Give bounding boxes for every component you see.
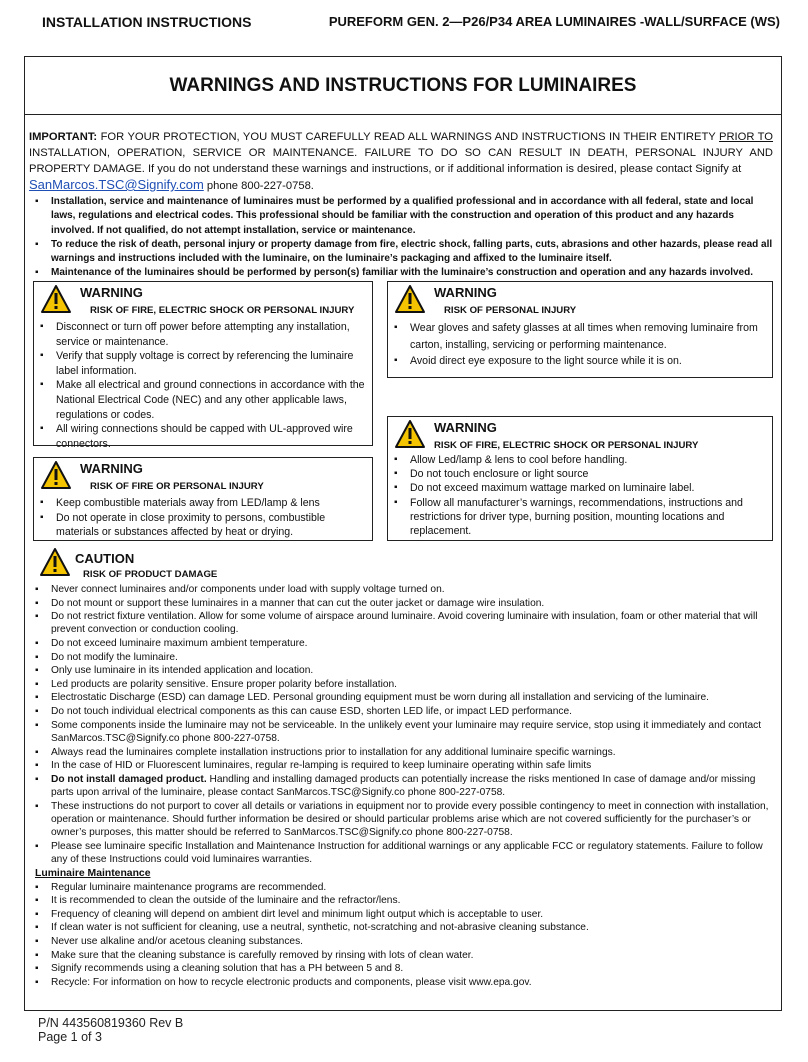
important-paragraph (29, 129, 773, 194)
list-item: ▪ Do not touch enclosure or light source (388, 467, 766, 481)
list-item: ▪ Verify that supply voltage is correct by referencing the luminaire label information. (34, 349, 366, 378)
damaged-product-text: Handling and installing damaged products can potentially increase the risks mentioned In case of damage and/or missing parts upon arrival of the luminaire, please contact SanMarcos.TSC@Signify.co phone 800-227-0758. (51, 773, 756, 799)
caution-section (29, 583, 775, 989)
list-item: ▪ Disconnect or turn off power before attempting any installation, service or maintenance. (34, 320, 366, 349)
list-item: ▪ Follow all manufacturer’s warnings, recommendations, instructions and restrictions for driver type, burning position, mounting locations and replacement. (388, 496, 766, 539)
warning-subheading: RISK OF FIRE, ELECTRIC SHOCK OR PERSONAL INJURY (90, 305, 355, 316)
warning-list (388, 453, 772, 538)
caution-subheading: RISK OF PRODUCT DAMAGE (83, 569, 218, 580)
list-item: ▪ These instructions do not purport to cover all details or variations in equipment nor to provide every possible contingency to meet in connection with installation, operation or maintenance. Should further information be desired or should particular problems arise which are not covered sufficiently for the purchaser’s or owner’s purposes, this matter should be referred to SanMarcos.TSC@Signify.co phone 800-227-0758. (29, 800, 775, 840)
warning-heading: WARNING (80, 461, 143, 476)
list-item: ▪ Signify recommends using a cleaning solution that has a PH between 5 and 8. (29, 962, 775, 975)
list-item: ▪ Never use alkaline and/or acetous cleaning substances. (29, 935, 775, 948)
important-text-a: FOR YOUR PROTECTION, YOU MUST CAREFULLY READ ALL WARNINGS AND INSTRUCTIONS IN THEIR ENTIRETY (97, 131, 719, 143)
page-number: Page 1 of 3 (38, 1030, 102, 1044)
warning-triangle-icon (40, 284, 72, 314)
list-item: ▪ Avoid direct eye exposure to the light source while it is on. (388, 353, 766, 370)
list-item: ▪ Electrostatic Discharge (ESD) can damage LED. Personal grounding equipment must be worn during all installation and servicing of the luminaire. (29, 691, 775, 704)
warning-box-fire-shock-2 (387, 416, 773, 541)
important-bullets (29, 195, 773, 281)
important-text-b: INSTALLATION, OPERATION, SERVICE OR MAINTENANCE. FAILURE TO DO SO CAN RESULT IN DEATH, PERSONAL INJURY AND PROPERTY DAMAGE. If you do not understand these warnings and instructions, or if additional information is desired, please contact Signify at (29, 147, 773, 175)
list-item: ▪ Make all electrical and ground connections in accordance with the National Electrical Code (NEC) and any other applicable laws, regulations or codes. (34, 378, 366, 422)
header-right: PUREFORM GEN. 2—P26/P34 AREA LUMINAIRES -WALL/SURFACE (WS) (328, 14, 780, 29)
list-item: ▪ All wiring connections should be capped with UL-approved wire connectors. (34, 422, 366, 451)
list-item: ▪ Do not mount or support these luminaires in a manner that can cut the outer jacket or damage wire insulation. (29, 597, 775, 610)
list-item: ▪ To reduce the risk of death, personal injury or property damage from fire, electric shock, falling parts, cuts, abrasions and other hazards, please read all warnings and instructions included with the luminaire, on the luminaire’s packaging and affixed to the luminaire itself. (29, 238, 773, 267)
warning-heading: WARNING (434, 285, 497, 300)
list-item: ▪ Do not restrict fixture ventilation. Allow for some volume of airspace around luminaire. Avoid covering luminaire with insulation, foam or other material that will prevent convection or conduction cooling. (29, 610, 775, 637)
list-item: ▪ Maintenance of the luminaires should be performed by person(s) familiar with the luminaire’s construction and operation and any hazards involved. (29, 266, 773, 280)
warning-list (34, 496, 372, 540)
caution-header (39, 547, 339, 585)
header-left: INSTALLATION INSTRUCTIONS (42, 14, 252, 30)
warning-box-fire-shock (33, 281, 373, 450)
page-title: WARNINGS AND INSTRUCTIONS FOR LUMINAIRES (25, 57, 781, 115)
list-item: ▪ Allow Led/lamp & lens to cool before handling. (388, 453, 766, 467)
list-item: ▪ Led products are polarity sensitive. Ensure proper polarity before installation. (29, 678, 775, 691)
list-item: ▪ Do not touch individual electrical components as this can cause ESD, shorten LED life, or impact LED performance. (29, 705, 775, 718)
content-frame (24, 56, 782, 1011)
warning-heading: WARNING (80, 285, 143, 300)
maintenance-list (29, 881, 775, 989)
warning-box-fire (33, 457, 373, 541)
list-item: ▪ In the case of HID or Fluorescent luminaires, regular re-lamping is required to keep luminaire operating within safe limits (29, 759, 775, 772)
warning-list (388, 320, 772, 370)
warning-subheading: RISK OF PERSONAL INJURY (444, 305, 577, 316)
list-item: ▪ Frequency of cleaning will depend on ambient dirt level and minimum light output which is acceptable to user. (29, 908, 775, 921)
warning-triangle-icon (394, 419, 426, 449)
list-item: ▪ Do not exceed luminaire maximum ambient temperature. (29, 637, 775, 650)
warning-subheading: RISK OF FIRE, ELECTRIC SHOCK OR PERSONAL INJURY (434, 440, 699, 451)
list-item: ▪ Only use luminaire in its intended application and location. (29, 664, 775, 677)
list-item: ▪ It is recommended to clean the outside of the luminaire and the refractor/lens. (29, 894, 775, 907)
warning-subheading: RISK OF FIRE OR PERSONAL INJURY (90, 481, 264, 492)
list-item: ▪ Some components inside the luminaire may not be serviceable. In the unlikely event your luminaire may require service, stop using it immediately and contact SanMarcos.TSC@Signify.co phone 800-227-0758. (29, 719, 775, 746)
caution-triangle-icon (39, 547, 71, 577)
list-item: ▪ Do not operate in close proximity to persons, combustible materials or substances affected by heat or drying. (34, 511, 366, 540)
caution-list (29, 583, 775, 866)
part-number: P/N 443560819360 Rev B (38, 1016, 184, 1030)
list-item: ▪ Recycle: For information on how to recycle electronic products and components, please visit www.epa.gov. (29, 976, 775, 989)
damaged-product-bold: Do not install damaged product. (51, 773, 207, 785)
list-item: ▪ Keep combustible materials away from LED/lamp & lens (34, 496, 366, 511)
list-item: ▪ Do not modify the luminaire. (29, 651, 775, 664)
contact-phone: phone 800-227-0758. (203, 180, 314, 192)
important-label: IMPORTANT: (29, 131, 98, 143)
warning-heading: WARNING (434, 420, 497, 435)
list-item: ▪ Make sure that the cleaning substance is carefully removed by rinsing with lots of clean water. (29, 949, 775, 962)
page-header (42, 14, 780, 36)
important-underlined: PRIOR TO (719, 131, 774, 143)
list-item: ▪ Wear gloves and safety glasses at all times when removing luminaire from carton, installing, servicing or performing maintenance. (388, 320, 766, 353)
warning-box-personal (387, 281, 773, 378)
list-item: ▪ If clean water is not sufficient for cleaning, use a neutral, synthetic, not-scratching and not-abrasive cleaning substance. (29, 921, 775, 934)
caution-heading: CAUTION (75, 551, 135, 566)
list-item: ▪ Please see luminaire specific Installation and Maintenance Instruction for additional warnings or any applicable FCC or regulatory statements. Failure to follow any of these Instructions could void luminaires warranties. (29, 840, 775, 867)
page-footer (38, 1016, 183, 1044)
list-item: ▪ Regular luminaire maintenance programs are recommended. (29, 881, 775, 894)
list-item: ▪ Do not exceed maximum wattage marked on luminaire label. (388, 481, 766, 495)
contact-email-link[interactable]: SanMarcos.TSC@Signify.com (29, 177, 204, 192)
warning-list (34, 320, 372, 451)
warning-triangle-icon (40, 460, 72, 490)
list-item: ▪ Always read the luminaires complete installation instructions prior to installation for any additional luminaire specific warnings. (29, 746, 775, 759)
warning-triangle-icon (394, 284, 426, 314)
list-item (29, 773, 775, 800)
list-item: ▪ Never connect luminaires and/or components under load with supply voltage turned on. (29, 583, 775, 596)
maintenance-title: Luminaire Maintenance (35, 868, 151, 880)
list-item: ▪ Installation, service and maintenance of luminaires must be performed by a qualified professional and in accordance with all federal, state and local laws, regulations and electrical codes. This professional should be familiar with the construction and operation of this product and any hazards involved. If not qualified, do not attempt installation, service or maintenance. (29, 195, 773, 238)
